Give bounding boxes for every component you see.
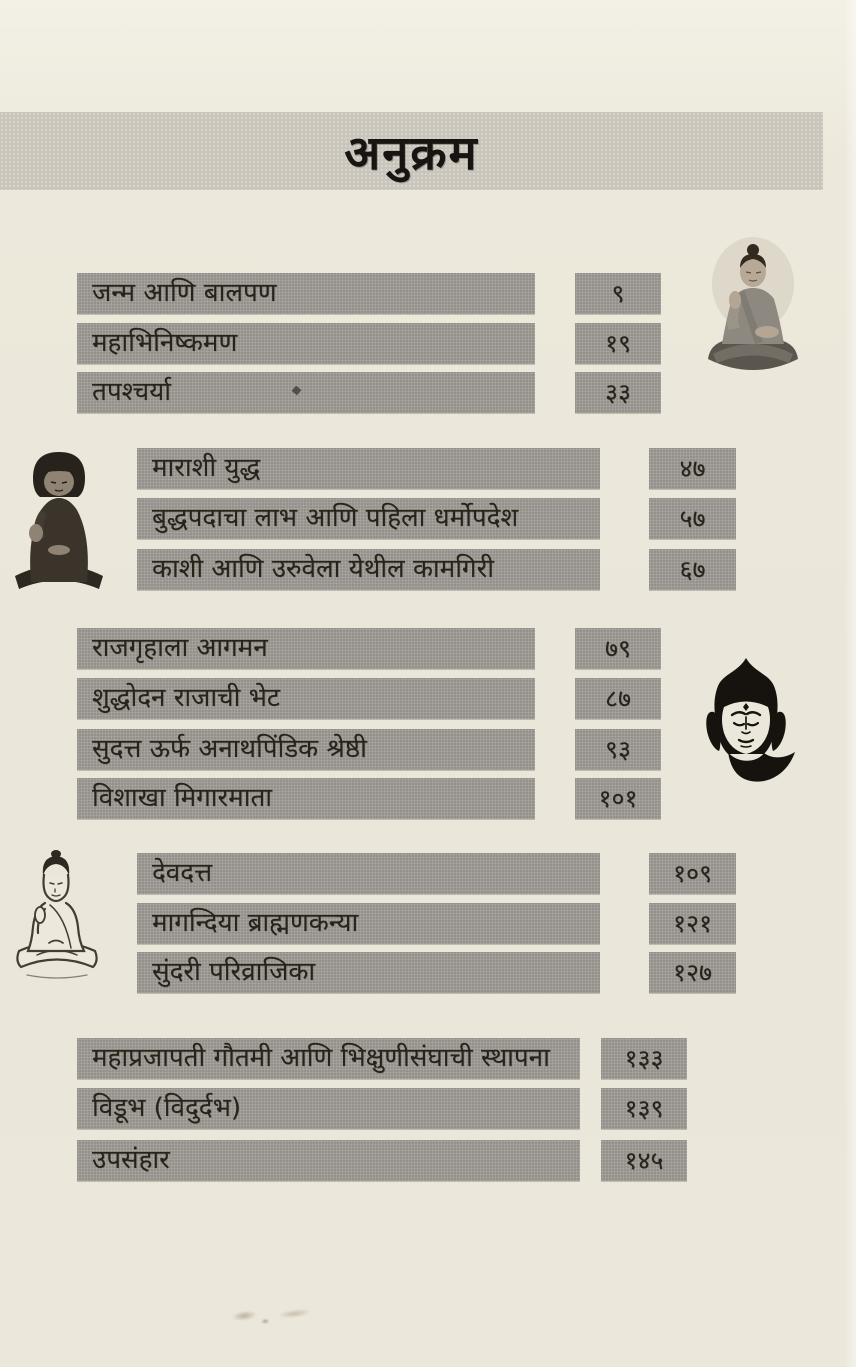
toc-entry <box>77 1140 580 1181</box>
toc-page-number: ३३ <box>575 372 661 413</box>
toc-entry-label: उपसंहार <box>92 1145 170 1175</box>
toc-entry <box>77 1038 580 1079</box>
toc-entry-label: मागन्दिया ब्राह्मणकन्या <box>152 908 359 938</box>
toc-entry-label: राजगृहाला आगमन <box>92 633 268 663</box>
toc-entry <box>77 372 535 413</box>
toc-entry-label: काशी आणि उरुवेला येथील कामगिरी <box>152 554 494 584</box>
buddha-meditating-halftone-illustration <box>695 232 813 378</box>
toc-entry <box>77 1088 580 1129</box>
toc-page-number: १३३ <box>601 1038 687 1079</box>
toc-page-number: ९३ <box>575 729 661 770</box>
page-edge-highlight <box>844 0 856 1367</box>
toc-entry-label: बुद्धपदाचा लाभ आणि पहिला धर्मोपदेश <box>152 503 519 533</box>
toc-entry <box>77 778 535 819</box>
toc-page-number: ८७ <box>575 678 661 719</box>
toc-entry-label: देवदत्त <box>152 858 213 888</box>
toc-entry-label: माराशी युद्ध <box>152 453 261 483</box>
toc-page-number: १९ <box>575 323 661 364</box>
toc-page-number: ७९ <box>575 628 661 669</box>
toc-page-number: १२१ <box>649 903 736 944</box>
toc-page-number: १४५ <box>601 1140 687 1181</box>
toc-page-number: ४७ <box>649 448 736 489</box>
toc-entry-label: सुंदरी परिव्राजिका <box>152 957 316 987</box>
toc-page-number: १२७ <box>649 952 736 993</box>
toc-entry-label: महाभिनिष्कमण <box>92 328 238 358</box>
toc-page-number: ६७ <box>649 549 736 590</box>
toc-page-number: ९ <box>575 273 661 314</box>
toc-page-number: १३९ <box>601 1088 687 1129</box>
ink-smudge <box>214 1283 336 1337</box>
toc-entry <box>77 323 535 364</box>
buddha-line-drawing-illustration <box>5 845 109 1013</box>
page-title: अनुक्रम <box>344 126 479 181</box>
buddha-statue-seated-illustration <box>5 440 113 592</box>
toc-entry-label: शुद्धोदन राजाची भेट <box>92 683 280 713</box>
toc-entry <box>137 549 600 590</box>
toc-entry-label: तपश्चर्या <box>92 377 171 407</box>
toc-entry <box>137 498 600 539</box>
toc-entry <box>137 448 600 489</box>
toc-entry-label: विशाखा मिगारमाता <box>92 783 272 813</box>
toc-entry-label: जन्म आणि बालपण <box>92 278 277 308</box>
toc-entry-label: विडूभ (विदुर्दभ) <box>92 1093 242 1123</box>
title-banner <box>0 112 823 190</box>
buddha-head-silhouette-illustration <box>685 655 807 813</box>
toc-entry <box>77 729 535 770</box>
toc-page-number: १०९ <box>649 853 736 894</box>
toc-entry <box>77 678 535 719</box>
toc-entry-label: सुदत्त ऊर्फ अनाथपिंडिक श्रेष्ठी <box>92 734 367 764</box>
toc-entry <box>137 952 600 993</box>
toc-entry-label: महाप्रजापती गौतमी आणि भिक्षुणीसंघाची स्थापना <box>92 1043 550 1073</box>
toc-entry <box>137 853 600 894</box>
toc-page-number: ५७ <box>649 498 736 539</box>
toc-entry <box>77 628 535 669</box>
toc-page-number: १०१ <box>575 778 661 819</box>
toc-entry <box>137 903 600 944</box>
toc-entry <box>77 273 535 314</box>
